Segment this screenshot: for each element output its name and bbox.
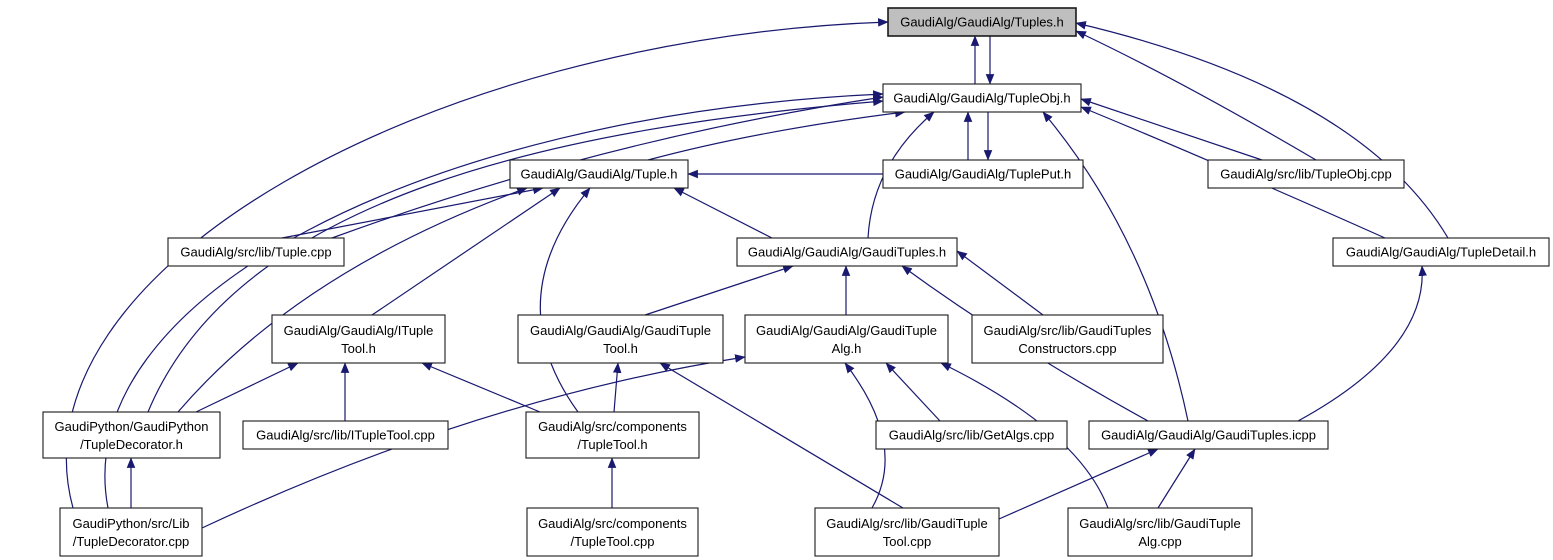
node-gaudituples_icpp[interactable] (1089, 421, 1328, 449)
node-label: GaudiAlg/src/lib/GaudiTuple (1079, 516, 1241, 531)
node-label: Alg.cpp (1138, 534, 1182, 549)
node-gaudituplealg_cpp[interactable] (1068, 508, 1252, 556)
node-label: GaudiAlg/src/lib/Tuple.cpp (180, 244, 332, 260)
node-tuples_h[interactable] (888, 8, 1076, 36)
edge-tupledecorator_h-to-tuple_h (178, 188, 527, 412)
edge-constructors_cpp-to-gaudituples_h (957, 251, 1043, 315)
edge-gaudituples_h-to-tuple_h (674, 188, 772, 238)
node-label: Tool.cpp (882, 534, 932, 549)
node-tupletool_h[interactable] (526, 412, 699, 458)
edge-gaudituples_icpp-to-tupledetail_h (1298, 266, 1422, 421)
node-gauditupletool_cpp[interactable] (815, 508, 999, 556)
node-label: GaudiAlg/GaudiAlg/GaudiTuples.icpp (1101, 427, 1316, 443)
node-label: Constructors.cpp (1018, 341, 1117, 356)
edge-tupledetail_h-to-tuples_h (1076, 23, 1448, 238)
node-label: GaudiAlg/GaudiAlg/Tuple.h (520, 166, 678, 182)
edge-tupledecorator_h-to-itupletool_h (196, 363, 298, 412)
node-label: Tool.h (341, 341, 376, 356)
node-label: /TupleTool.cpp (570, 534, 655, 549)
node-label: GaudiAlg/GaudiAlg/TupleObj.h (893, 90, 1071, 106)
node-label: GaudiAlg/src/lib/ITupleTool.cpp (256, 427, 435, 443)
edge-tupledecorator_cpp-to-tupleobj_h (105, 94, 883, 508)
node-tupledetail_h[interactable] (1333, 238, 1549, 266)
edge-itupletool_h-to-tuple_h (372, 188, 560, 315)
node-label: GaudiPython/src/Lib (72, 516, 190, 531)
node-getalgs_cpp[interactable] (876, 421, 1067, 449)
edge-tupletool_h-to-tuple_h (540, 188, 590, 412)
node-tupleobj_h[interactable] (883, 84, 1081, 112)
node-tupledecorator_h[interactable] (43, 412, 220, 458)
node-layer (43, 8, 1549, 556)
edge-tuple_h-to-tupleobj_h (648, 112, 905, 160)
node-label: GaudiAlg/GaudiAlg/Tuples.h (900, 14, 1064, 30)
edge-tupletool_h-to-gauditupletool_h (614, 363, 618, 412)
node-tupleobj_cpp[interactable] (1208, 160, 1404, 188)
node-gaudituplealg_h[interactable] (745, 315, 948, 363)
node-label: Alg.h (831, 341, 862, 356)
node-label: GaudiAlg/src/lib/GaudiTuple (826, 516, 988, 531)
node-label: GaudiAlg/GaudiAlg/GaudiTuples.h (747, 244, 947, 260)
node-label: GaudiAlg/GaudiAlg/ITuple (283, 323, 434, 338)
node-tuple_cpp[interactable] (168, 238, 344, 266)
node-itupletool_cpp[interactable] (243, 421, 448, 449)
node-tuple_h[interactable] (510, 160, 688, 188)
node-gauditupletool_h[interactable] (518, 315, 723, 363)
node-label: /TupleDecorator.cpp (72, 534, 190, 549)
node-label: GaudiAlg/GaudiAlg/GaudiTuple (756, 323, 937, 338)
edge-tupleobj_cpp-to-tuples_h (1076, 31, 1316, 160)
node-tupletool_cpp[interactable] (527, 508, 698, 556)
edge-gaudituples_icpp-to-tupleobj_h (1043, 112, 1188, 421)
node-label: GaudiAlg/src/components (538, 516, 687, 531)
edge-getalgs_cpp-to-gaudituplealg_h (886, 363, 940, 421)
edge-tupleobj_cpp-to-tupleobj_h (1081, 99, 1262, 160)
node-label: GaudiAlg/src/components (538, 419, 687, 434)
edge-gaudituplealg_cpp-to-gaudituples_icpp (1158, 449, 1195, 508)
node-label: GaudiAlg/src/lib/GetAlgs.cpp (888, 427, 1055, 443)
node-label: GaudiAlg/GaudiAlg/TupleDetail.h (1345, 244, 1537, 260)
node-tupleput_h[interactable] (883, 160, 1083, 188)
edge-gauditupletool_h-to-gaudituples_h (645, 266, 793, 315)
node-constructors_cpp[interactable] (972, 315, 1163, 363)
edge-tuple_cpp-to-tuple_h (282, 188, 543, 238)
node-label: GaudiPython/GaudiPython (54, 419, 209, 434)
node-label: GaudiAlg/GaudiAlg/GaudiTuple (530, 323, 711, 338)
node-itupletool_h[interactable] (272, 315, 445, 363)
node-label: /TupleTool.h (577, 437, 648, 452)
node-tupledecorator_cpp[interactable] (60, 508, 202, 556)
node-label: GaudiAlg/src/lib/GaudiTuples (983, 323, 1152, 338)
node-label: GaudiAlg/src/lib/TupleObj.cpp (1220, 166, 1392, 182)
edge-layer (66, 22, 1448, 528)
node-label: Tool.h (603, 341, 638, 356)
node-label: /TupleDecorator.h (80, 437, 183, 452)
edge-tupletool_h-to-itupletool_h (422, 363, 540, 412)
node-gaudituples_h[interactable] (737, 238, 957, 266)
node-label: GaudiAlg/GaudiAlg/TuplePut.h (894, 166, 1072, 182)
